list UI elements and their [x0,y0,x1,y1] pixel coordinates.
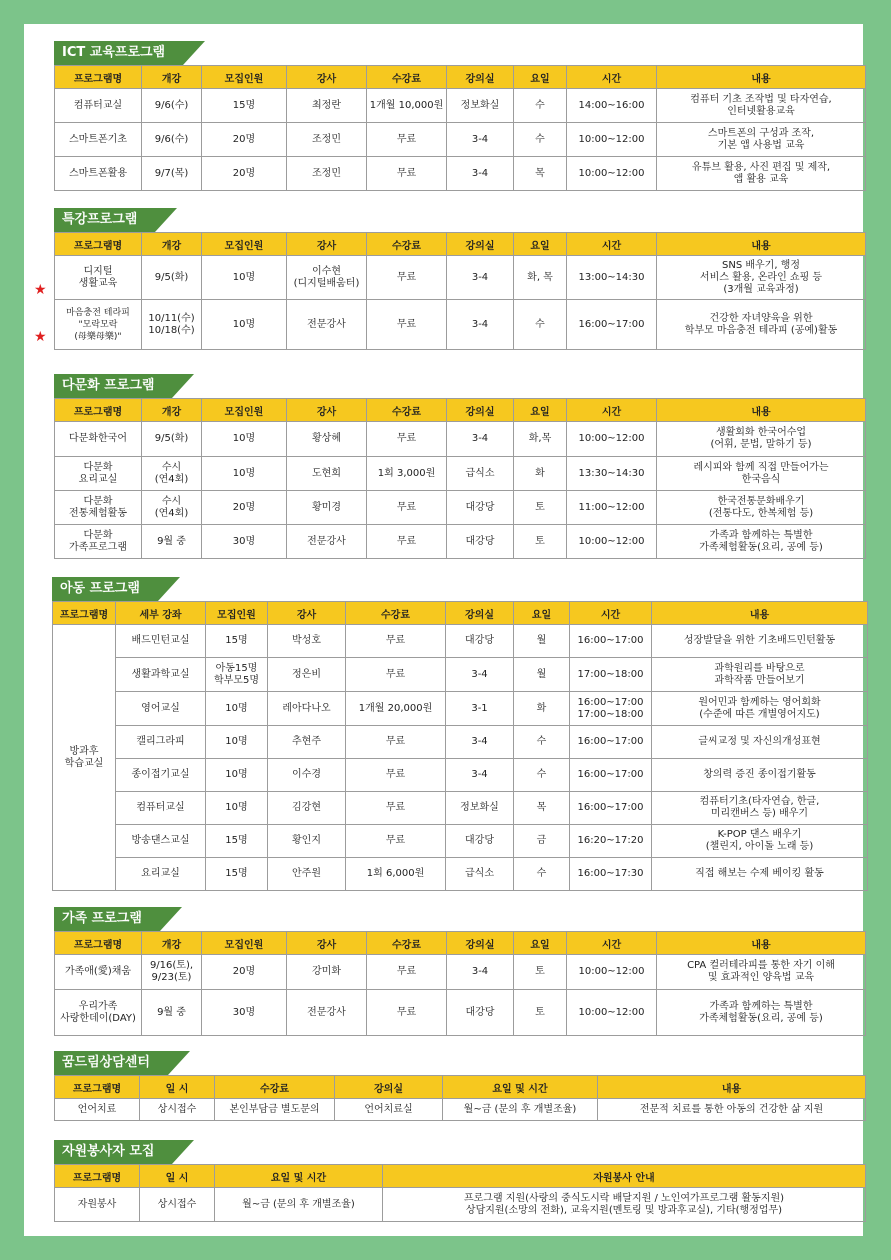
cell: 16:00~17:00 [570,759,652,792]
header-cell: 모집인원 [202,66,287,89]
cell: 10명 [206,792,268,825]
cell: 무료 [367,990,447,1036]
cell: 15명 [206,625,268,658]
header-cell: 요일 [514,66,567,89]
table-row [53,858,868,891]
cell: 3-4 [446,726,514,759]
cell: 수 [514,726,570,759]
cell: 9월 중 [142,525,202,559]
header-cell: 일 시 [140,1076,215,1099]
cell: 수 [514,123,567,157]
cell: 9/16(토), 9/23(토) [142,955,202,990]
cell: 스마트폰활용 [55,157,142,191]
cell: 15명 [206,825,268,858]
header-cell: 모집인원 [206,602,268,625]
cell: 3-4 [446,759,514,792]
table-row [55,990,866,1036]
cell: 컴퓨터교실 [55,89,142,123]
header-cell: 시간 [567,66,657,89]
header-cell: 프로그램명 [55,932,142,955]
table-row [55,491,866,525]
volunteer-header-row [55,1165,866,1188]
cell: 9/6(수) [142,123,202,157]
header-cell: 내용 [657,233,866,256]
cell: 무료 [346,726,446,759]
header-cell: 내용 [657,399,866,422]
cell: 3-4 [447,955,514,990]
cell: 전문강사 [287,990,367,1036]
header-cell: 시간 [567,399,657,422]
cell: 방송댄스교실 [116,825,206,858]
cell: 다문화한국어 [55,422,142,457]
cell: 화 [514,457,567,491]
cell: 금 [514,825,570,858]
header-cell: 프로그램명 [55,233,142,256]
cell: 김강현 [268,792,346,825]
special-header-row [55,233,866,256]
star-icon: ★ [34,329,47,345]
cell: SNS 배우기, 행정 서비스 활용, 온라인 쇼핑 등 (3개월 교육과정) [657,256,866,300]
cell: 수 [514,300,567,350]
cell: 캘리그라피 [116,726,206,759]
cell: 16:00~17:00 [570,726,652,759]
cell: 화,목 [514,422,567,457]
cell: 목 [514,792,570,825]
cell: 10:00~12:00 [567,123,657,157]
header-cell: 개강 [142,399,202,422]
cell: 9/7(목) [142,157,202,191]
cell: 박성호 [268,625,346,658]
cell: 원어민과 함께하는 영어회화 (수준에 따른 개별영어지도) [652,692,868,726]
header-cell: 프로그램명 [55,399,142,422]
table-row [55,123,866,157]
cell: 컴퓨터 기초 조작법 및 타자연습, 인터넷활용교육 [657,89,866,123]
table-row [55,457,866,491]
cell: 정보화실 [447,89,514,123]
cell: 10:00~12:00 [567,157,657,191]
cell: 무료 [367,955,447,990]
cell: 언어치료 [55,1099,140,1121]
cell: 10명 [202,422,287,457]
cell: 한국전통문화배우기 (전통다도, 한복체험 등) [657,491,866,525]
cell: 성장발달을 위한 기초배드민턴활동 [652,625,868,658]
header-cell: 강사 [287,233,367,256]
cell: 20명 [202,157,287,191]
cell: 30명 [202,525,287,559]
cell: 영어교실 [116,692,206,726]
cell: 무료 [367,256,447,300]
cell: 토 [514,990,567,1036]
header-cell: 프로그램명 [53,602,116,625]
header-cell: 수강료 [367,233,447,256]
cell: 무료 [367,491,447,525]
cell: 토 [514,525,567,559]
brochure-page [24,24,863,1236]
header-cell: 프로그램명 [55,1076,140,1099]
dream-table [54,1075,866,1121]
multicultural-table [54,398,866,559]
cell: 9/5(화) [142,256,202,300]
header-cell: 개강 [142,932,202,955]
cell: 16:00~17:30 [570,858,652,891]
cell: 30명 [202,990,287,1036]
header-cell: 내용 [598,1076,866,1099]
header-cell: 자원봉사 안내 [383,1165,866,1188]
cell: 10명 [206,726,268,759]
cell: 대강당 [447,491,514,525]
cell: 무료 [346,658,446,692]
cell: 요리교실 [116,858,206,891]
header-cell: 모집인원 [202,932,287,955]
cell: 상시접수 [140,1099,215,1121]
cell: 10:00~12:00 [567,525,657,559]
ict-header-row [55,66,866,89]
cell: 15명 [206,858,268,891]
cell: 레아다나오 [268,692,346,726]
children-title: 아동 프로그램 [52,577,158,601]
cell: 전문강사 [287,525,367,559]
cell: 1회 6,000원 [346,858,446,891]
family-title: 가족 프로그램 [54,907,160,931]
cell: 토 [514,491,567,525]
cell: 가족과 함께하는 특별한 가족체험활동(요리, 공예 등) [657,525,866,559]
header-cell: 요일 [514,233,567,256]
cell: 수시 (연4회) [142,491,202,525]
header-cell: 내용 [657,932,866,955]
cell: 무료 [346,625,446,658]
header-cell: 강의실 [447,66,514,89]
cell: 황인지 [268,825,346,858]
cell: 전문적 치료를 통한 아동의 건강한 삶 지원 [598,1099,866,1121]
cell: 10:00~12:00 [567,422,657,457]
cell: 20명 [202,491,287,525]
cell: 최정란 [287,89,367,123]
table-row [55,422,866,457]
cell: 화, 목 [514,256,567,300]
special-title: 특강프로그램 [54,208,155,232]
cell: 토 [514,955,567,990]
cell: 10:00~12:00 [567,990,657,1036]
header-cell: 요일 [514,932,567,955]
cell: 직접 해보는 수제 베이킹 활동 [652,858,868,891]
table-row [55,1188,866,1222]
header-cell: 수강료 [367,66,447,89]
special-section [34,208,866,350]
cell: 10명 [202,457,287,491]
cell: 이수경 [268,759,346,792]
multicultural-section [54,374,866,559]
header-cell: 강의실 [447,399,514,422]
cell: 조정민 [287,157,367,191]
header-cell: 요일 및 시간 [215,1165,383,1188]
table-row [55,1099,866,1121]
table-row [53,692,868,726]
group-cell: 방과후 학습교실 [53,625,116,891]
table-row [55,525,866,559]
ict-table [54,65,866,191]
cell: 17:00~18:00 [570,658,652,692]
header-cell: 강의실 [446,602,514,625]
header-cell: 세부 강좌 [116,602,206,625]
cell: 3-4 [447,157,514,191]
volunteer-title: 자원봉사자 모집 [54,1140,172,1164]
cell: 다문화 전통체험활동 [55,491,142,525]
header-cell: 강의실 [447,932,514,955]
cell: 아동15명 학부모5명 [206,658,268,692]
dream-title: 꿈드림상담센터 [54,1051,168,1075]
table-row [53,658,868,692]
cell: 정은비 [268,658,346,692]
header-cell: 강의실 [335,1076,443,1099]
cell: 프로그램 지원(사랑의 중식도시락 배달지원 / 노인여가프로그램 활동지원) 상담지원(소망의 전화), 교육지원(멘토링 및 방과후교실), 기타(행정업무) [383,1188,866,1222]
cell: 16:00~17:00 17:00~18:00 [570,692,652,726]
cell: 3-1 [446,692,514,726]
children-table [52,601,868,891]
cell: 다문화 요리교실 [55,457,142,491]
family-section [54,907,866,1036]
children-section [52,577,868,891]
cell: 3-4 [447,256,514,300]
cell: 수시 (연4회) [142,457,202,491]
cell: 수 [514,858,570,891]
cell: 안주원 [268,858,346,891]
cell: K-POP 댄스 배우기 (챌린지, 아이돌 노래 등) [652,825,868,858]
cell: 3-4 [447,422,514,457]
dream-header-row [55,1076,866,1099]
cell: 목 [514,157,567,191]
cell: 월 [514,625,570,658]
cell: 도현희 [287,457,367,491]
cell: 급식소 [447,457,514,491]
table-row [53,759,868,792]
cell: 본인부담금 별도문의 [215,1099,335,1121]
cell: 대강당 [447,525,514,559]
cell: 16:20~17:20 [570,825,652,858]
family-table [54,931,866,1036]
cell: 수 [514,89,567,123]
header-cell: 강의실 [447,233,514,256]
cell: 글씨교정 및 자신의개성표현 [652,726,868,759]
cell: 대강당 [446,625,514,658]
cell: 황상혜 [287,422,367,457]
header-cell: 개강 [142,233,202,256]
cell: 정보화실 [446,792,514,825]
header-cell: 강사 [287,932,367,955]
table-row [53,792,868,825]
table-row [53,726,868,759]
cell: 이수현 (디지털배움터) [287,256,367,300]
cell: 우리가족 사랑한데이(DAY) [55,990,142,1036]
cell: 9/5(화) [142,422,202,457]
cell: 무료 [346,759,446,792]
cell: 레시피와 함께 직접 만들어가는 한국음식 [657,457,866,491]
header-cell: 내용 [652,602,868,625]
cell: 황미경 [287,491,367,525]
header-cell: 모집인원 [202,399,287,422]
cell: 13:00~14:30 [567,256,657,300]
header-cell: 모집인원 [202,233,287,256]
cell: 무료 [367,422,447,457]
table-row [55,300,866,350]
cell: 무료 [346,792,446,825]
cell: 월~금 (문의 후 개별조율) [443,1099,598,1121]
table-row [55,256,866,300]
table-row [55,89,866,123]
cell: 상시접수 [140,1188,215,1222]
header-cell: 수강료 [215,1076,335,1099]
cell: 배드민턴교실 [116,625,206,658]
cell: 컴퓨터기초(타자연습, 한글, 미리캔버스 등) 배우기 [652,792,868,825]
header-cell: 시간 [567,233,657,256]
header-cell: 시간 [567,932,657,955]
ict-section [54,41,866,191]
header-cell: 개강 [142,66,202,89]
cell: 강미화 [287,955,367,990]
volunteer-table [54,1164,866,1222]
cell: 무료 [367,157,447,191]
cell: 대강당 [446,825,514,858]
header-cell: 수강료 [367,399,447,422]
cell: 9/6(수) [142,89,202,123]
children-header-row [53,602,868,625]
cell: 컴퓨터교실 [116,792,206,825]
cell: 16:00~17:00 [570,792,652,825]
cell: 16:00~17:00 [570,625,652,658]
cell: 무료 [346,825,446,858]
header-cell: 시간 [570,602,652,625]
cell: 화 [514,692,570,726]
cell: 10명 [206,759,268,792]
cell: 과학원리를 바탕으로 과학작품 만들어보기 [652,658,868,692]
cell: 다문화 가족프로그램 [55,525,142,559]
header-cell: 내용 [657,66,866,89]
cell: 1개월 10,000원 [367,89,447,123]
cell: 급식소 [446,858,514,891]
cell: 9월 중 [142,990,202,1036]
cell: 전문강사 [287,300,367,350]
cell: 10:00~12:00 [567,955,657,990]
header-cell: 강사 [287,399,367,422]
cell: 15명 [202,89,287,123]
cell: 10명 [206,692,268,726]
cell: 추현주 [268,726,346,759]
cell: 3-4 [447,123,514,157]
volunteer-section [54,1140,866,1222]
cell: 무료 [367,123,447,157]
cell: 1개월 20,000원 [346,692,446,726]
cell: 무료 [367,300,447,350]
cell: 창의력 증진 종이접기활동 [652,759,868,792]
cell: 자원봉사 [55,1188,140,1222]
star-icon: ★ [34,282,47,298]
header-cell: 수강료 [367,932,447,955]
cell: 마음충전 테라피 "모락모락 (母樂母樂)" [55,300,142,350]
header-cell: 프로그램명 [55,1165,140,1188]
header-cell: 수강료 [346,602,446,625]
cell: 10명 [202,300,287,350]
cell: 생활회화 한국어수업 (어휘, 문법, 말하기 등) [657,422,866,457]
special-table [54,232,866,350]
cell: CPA 컬러테라피를 통한 자기 이해 및 효과적인 양육법 교육 [657,955,866,990]
cell: 무료 [367,525,447,559]
cell: 수 [514,759,570,792]
cell: 대강당 [447,990,514,1036]
multicultural-title: 다문화 프로그램 [54,374,172,398]
multicultural-header-row [55,399,866,422]
cell: 1회 3,000원 [367,457,447,491]
cell: 14:00~16:00 [567,89,657,123]
cell: 13:30~14:30 [567,457,657,491]
header-cell: 요일 및 시간 [443,1076,598,1099]
header-cell: 요일 [514,602,570,625]
cell: 스마트폰기초 [55,123,142,157]
cell: 월 [514,658,570,692]
cell: 3-4 [447,300,514,350]
cell: 디지털 생활교육 [55,256,142,300]
dream-section [54,1051,866,1121]
cell: 월~금 (문의 후 개별조율) [215,1188,383,1222]
cell: 16:00~17:00 [567,300,657,350]
cell: 조정민 [287,123,367,157]
cell: 가족과 함께하는 특별한 가족체험활동(요리, 공예 등) [657,990,866,1036]
ict-title: ICT 교육프로그램 [54,41,183,65]
cell: 3-4 [446,658,514,692]
cell: 유튜브 활용, 사진 편집 및 제작, 앱 활용 교육 [657,157,866,191]
table-row [55,157,866,191]
cell: 20명 [202,123,287,157]
cell: 가족애(愛)채움 [55,955,142,990]
header-cell: 강사 [287,66,367,89]
header-cell: 강사 [268,602,346,625]
cell: 10명 [202,256,287,300]
header-cell: 프로그램명 [55,66,142,89]
table-row [53,625,868,658]
cell: 언어치료실 [335,1099,443,1121]
cell: 종이접기교실 [116,759,206,792]
cell: 10/11(수) 10/18(수) [142,300,202,350]
header-cell: 요일 [514,399,567,422]
table-row [53,825,868,858]
cell: 스마트폰의 구성과 조작, 기본 앱 사용법 교육 [657,123,866,157]
cell: 20명 [202,955,287,990]
cell: 11:00~12:00 [567,491,657,525]
cell: 생활과학교실 [116,658,206,692]
header-cell: 일 시 [140,1165,215,1188]
cell: 건강한 자녀양육을 위한 학부모 마음충전 테라피 (공예)활동 [657,300,866,350]
table-row [55,955,866,990]
family-header-row [55,932,866,955]
